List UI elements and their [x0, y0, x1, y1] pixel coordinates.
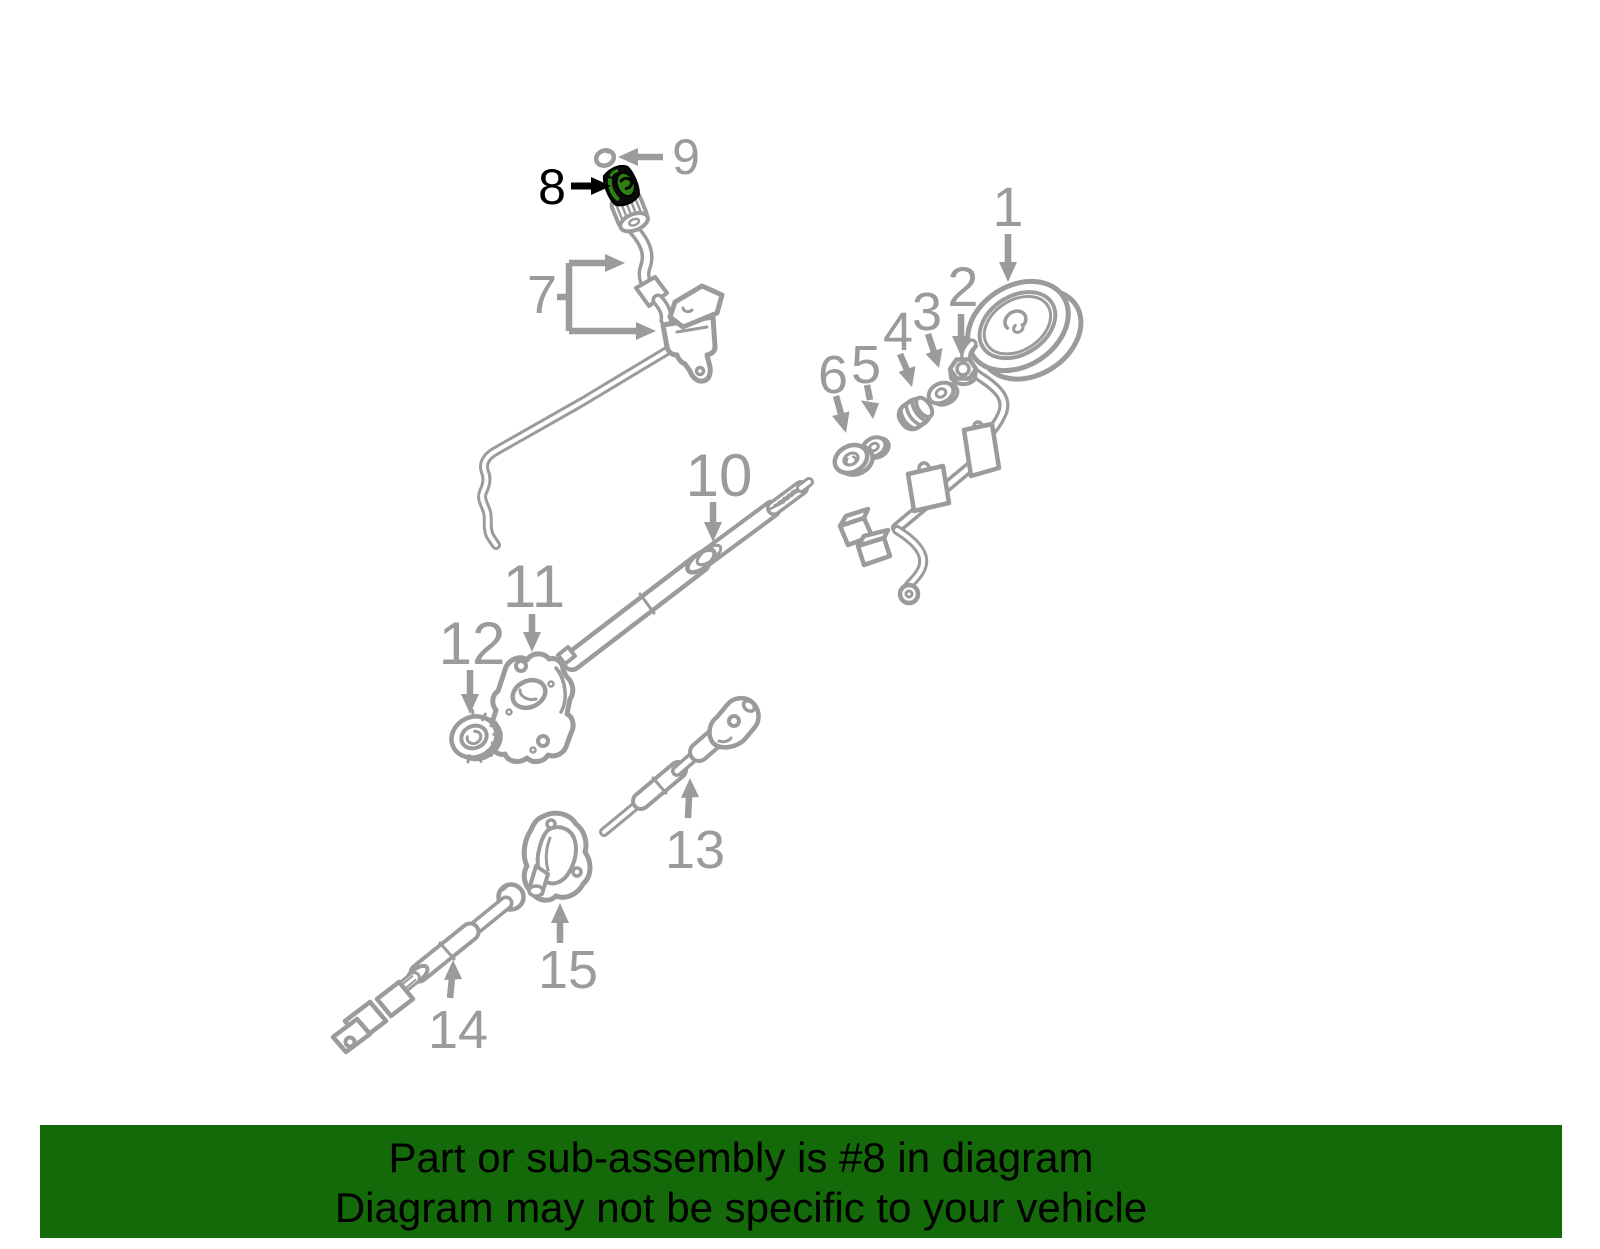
callout-14-label: 14 — [427, 1000, 489, 1060]
banner-line1: Part or sub-assembly is #8 in diagram — [388, 1134, 1094, 1181]
callout-14-arrow — [444, 960, 462, 998]
callout-11-label: 11 — [502, 553, 566, 620]
actuator-rod-drawing — [482, 336, 692, 545]
part-15-seal-drawing — [524, 813, 590, 900]
part-9-ring-drawing — [594, 148, 616, 168]
callout-9-arrow — [618, 148, 663, 166]
callout-3-label: 3 — [911, 282, 943, 342]
callout-4-label: 4 — [882, 302, 914, 362]
part-13-intermediate-shaft-drawing — [604, 698, 759, 832]
callout-13-label: 13 — [664, 820, 726, 880]
callout-8-label: 8 — [538, 159, 566, 215]
callout-7-label: 7 — [526, 265, 558, 325]
callout-13-arrow — [681, 778, 699, 818]
banner-line2: Diagram may not be specific to your vehicle — [334, 1184, 1148, 1231]
callout-12-label: 12 — [438, 610, 506, 677]
callout-15-label: 15 — [537, 940, 599, 1000]
callout-6-label: 6 — [817, 345, 849, 405]
part-2-nut-drawing — [950, 360, 976, 385]
callout-15-arrow — [551, 903, 569, 943]
callout-9-label: 9 — [672, 129, 700, 185]
callout-1-arrow — [999, 234, 1017, 282]
callout-5-label: 5 — [850, 335, 882, 395]
callout-1-label: 1 — [992, 175, 1024, 238]
part-10-upper-shaft-drawing — [558, 482, 809, 664]
highlight-banner — [40, 1125, 1562, 1238]
callout-2-label: 2 — [947, 255, 979, 318]
callout-10-label: 10 — [685, 442, 753, 509]
